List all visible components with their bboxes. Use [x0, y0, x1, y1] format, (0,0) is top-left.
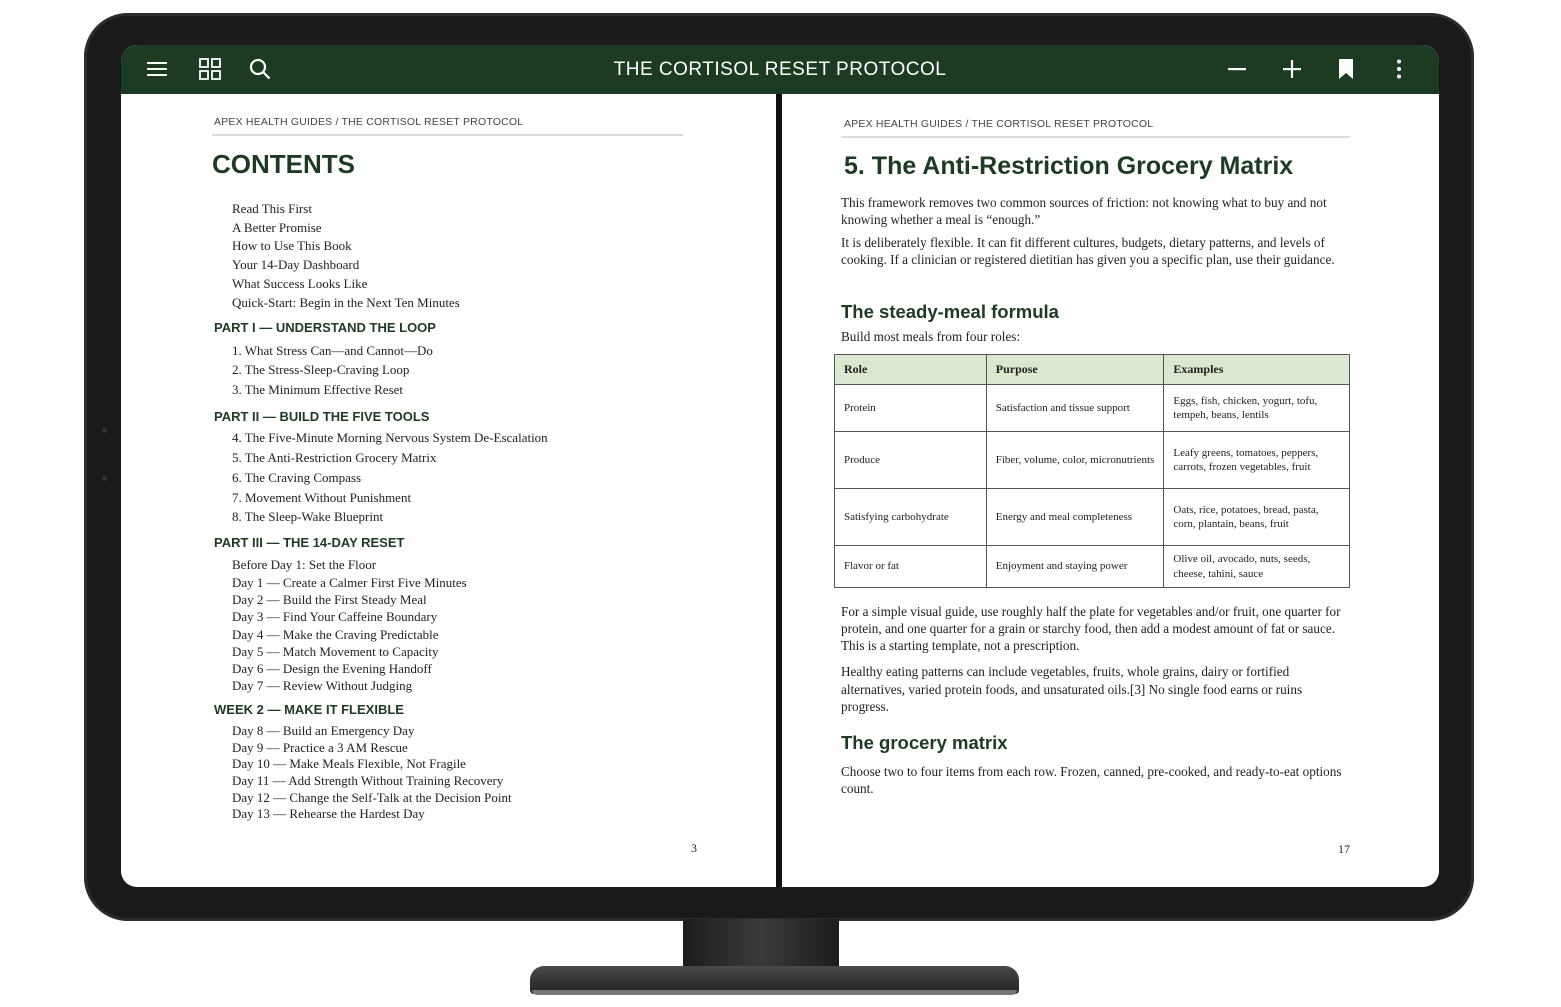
toc-item[interactable]: Day 3 — Find Your Caffeine Boundary — [232, 609, 438, 624]
divider — [212, 134, 683, 136]
toc-item[interactable]: Read This First — [232, 201, 312, 216]
body-paragraph: For a simple visual guide, use roughly half the plate for vegetables and/or fruit, one quarter for protein, and one quarter for a grain or starchy food, then add a modest amount of fat or sauce. This is a starting template, not a prescription. — [841, 604, 1341, 653]
toc-item[interactable]: Day 5 — Match Movement to Capacity — [232, 644, 439, 659]
toc-part-heading[interactable]: WEEK 2 — MAKE IT FLEXIBLE — [214, 702, 404, 717]
divider — [841, 136, 1350, 138]
toc-item[interactable]: What Success Looks Like — [232, 276, 368, 291]
page-number: 3 — [691, 841, 697, 855]
table-cell: Protein — [835, 385, 987, 432]
section-heading: The grocery matrix — [841, 732, 1008, 753]
table-cell: Energy and meal completeness — [986, 489, 1164, 546]
bookmark-icon[interactable] — [1334, 57, 1358, 81]
toc-item[interactable]: Day 9 — Practice a 3 AM Rescue — [232, 740, 408, 755]
toc-part-heading[interactable]: PART II — BUILD THE FIVE TOOLS — [214, 409, 430, 424]
toc-part-heading[interactable]: PART I — UNDERSTAND THE LOOP — [214, 320, 436, 335]
breadcrumb: APEX HEALTH GUIDES / THE CORTISOL RESET PROTOCOL — [844, 118, 1154, 130]
toc-item[interactable]: 4. The Five-Minute Morning Nervous System De-Escalation — [232, 430, 548, 445]
bezel-button — [102, 428, 107, 433]
table-row — [835, 489, 1350, 546]
table-header: Role — [835, 355, 987, 385]
table-cell: Leafy greens, tomatoes, peppers, carrots, frozen vegetables, fruit — [1164, 432, 1350, 489]
toc-item[interactable]: Day 6 — Design the Evening Handoff — [232, 661, 432, 676]
toc-item[interactable]: 5. The Anti-Restriction Grocery Matrix — [232, 450, 437, 465]
toc-item[interactable]: Day 7 — Review Without Judging — [232, 678, 413, 693]
toc-part-heading[interactable]: PART III — THE 14-DAY RESET — [214, 535, 405, 550]
table-row — [835, 385, 1350, 432]
toc-item[interactable]: Day 4 — Make the Craving Predictable — [232, 627, 439, 642]
table-cell: Eggs, fish, chicken, yogurt, tofu, tempeh, beans, lentils — [1164, 385, 1350, 432]
toc-item[interactable]: Day 2 — Build the First Steady Meal — [232, 592, 427, 607]
table-row — [835, 546, 1350, 588]
toc-item[interactable]: Before Day 1: Set the Floor — [232, 557, 377, 572]
toc-item[interactable]: Day 11 — Add Strength Without Training Recovery — [232, 773, 504, 788]
toc-item[interactable]: Day 12 — Change the Self-Talk at the Decision Point — [232, 790, 512, 805]
body-paragraph: It is deliberately flexible. It can fit different cultures, budgets, dietary patterns, and levels of cooking. If a clinician or registered dietitian has given you a specific plan, use their guidance. — [841, 235, 1335, 267]
section-heading: The steady-meal formula — [841, 301, 1059, 322]
table-cell: Enjoyment and staying power — [986, 546, 1164, 588]
toc-item[interactable]: 2. The Stress-Sleep-Craving Loop — [232, 362, 410, 377]
table-row — [835, 432, 1350, 489]
page-number: 17 — [1338, 842, 1350, 856]
table-cell: Satisfying carbohydrate — [835, 489, 987, 546]
toc-item[interactable]: Day 13 — Rehearse the Hardest Day — [232, 806, 425, 821]
toc-item[interactable]: Your 14-Day Dashboard — [232, 257, 360, 272]
book-spine-divider — [776, 94, 782, 887]
table-header: Examples — [1164, 355, 1350, 385]
body-paragraph: This framework removes two common sources of friction: not knowing what to buy and not knowing whether a meal is “enough.” — [841, 195, 1327, 227]
page-title: CONTENTS — [212, 149, 355, 179]
table-cell: Olive oil, avocado, nuts, seeds, cheese, tahini, sauce — [1164, 546, 1350, 588]
steady-meal-table — [834, 354, 1350, 588]
table-header-row — [835, 355, 1350, 385]
zoom-out-icon[interactable] — [1225, 57, 1249, 81]
table-cell: Oats, rice, potatoes, bread, pasta, corn, plantain, beans, fruit — [1164, 489, 1350, 546]
zoom-in-icon[interactable] — [1280, 57, 1304, 81]
toc-item[interactable]: Day 1 — Create a Calmer First Five Minutes — [232, 575, 467, 590]
table-cell: Produce — [835, 432, 987, 489]
toc-item[interactable]: 7. Movement Without Punishment — [232, 490, 412, 505]
monitor-stand-rim — [532, 990, 1017, 995]
table-cell: Satisfaction and tissue support — [986, 385, 1164, 432]
book-title: THE CORTISOL RESET PROTOCOL — [613, 59, 947, 80]
toc-item[interactable]: 1. What Stress Can—and Cannot—Do — [232, 343, 433, 358]
reader-screen — [121, 45, 1439, 887]
more-icon[interactable] — [1387, 57, 1411, 81]
breadcrumb: APEX HEALTH GUIDES / THE CORTISOL RESET PROTOCOL — [214, 116, 524, 128]
bezel-button — [102, 476, 107, 481]
table-cell: Fiber, volume, color, micronutrients — [986, 432, 1164, 489]
body-paragraph: Healthy eating patterns can include vegetables, fruits, whole grains, dairy or fortified alternatives, varied protein foods, and unsaturated oils.[3] No single food earns or ruins progress. — [841, 664, 1303, 714]
table-cell: Flavor or fat — [835, 546, 987, 588]
body-paragraph: Choose two to four items from each row. Frozen, canned, pre-cooked, and ready-to-eat options count. — [841, 764, 1342, 796]
toc-item[interactable]: 8. The Sleep-Wake Blueprint — [232, 509, 384, 524]
toc-item[interactable]: Day 8 — Build an Emergency Day — [232, 723, 415, 738]
table-header: Purpose — [986, 355, 1164, 385]
chapter-title: 5. The Anti-Restriction Grocery Matrix — [844, 152, 1294, 180]
toc-item[interactable]: Day 10 — Make Meals Flexible, Not Fragile — [232, 756, 466, 771]
toc-item[interactable]: A Better Promise — [232, 220, 322, 235]
reader-toolbar — [121, 45, 1439, 94]
toc-item[interactable]: Quick-Start: Begin in the Next Ten Minutes — [232, 295, 460, 310]
section-intro: Build most meals from four roles: — [841, 329, 1021, 344]
toc-item[interactable]: How to Use This Book — [232, 238, 352, 253]
toc-item[interactable]: 6. The Craving Compass — [232, 470, 362, 485]
toc-item[interactable]: 3. The Minimum Effective Reset — [232, 382, 404, 397]
